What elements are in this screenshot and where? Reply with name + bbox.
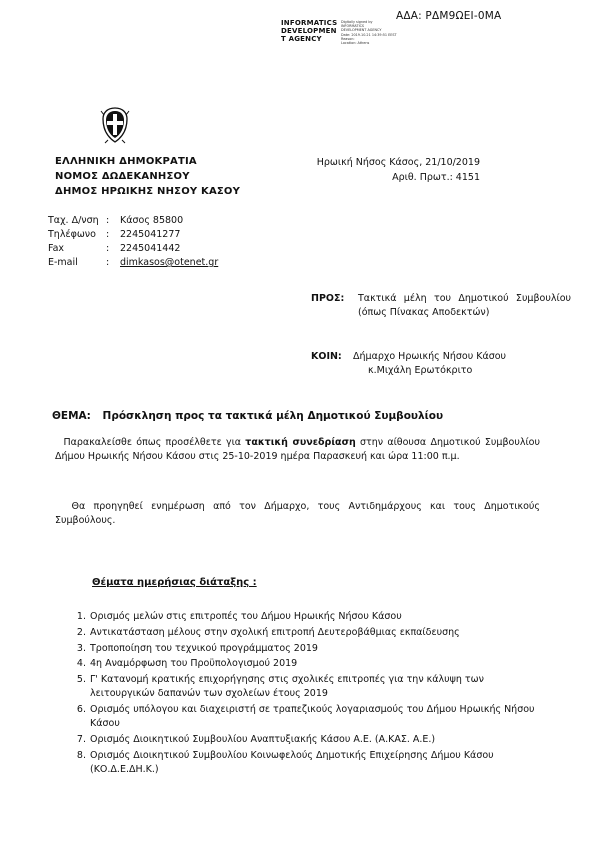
- contact-row: [48, 242, 218, 256]
- stamp-detail: INFORMATICS: [341, 24, 365, 29]
- paragraph-text: στην αίθουσα Δημοτικού Συμβουλίου Δήμου Ηρωικής Νήσου Κάσου στις 25-10-2019 ημέρα Παρασκευή και ώρα 11:00 π.μ.: [55, 437, 540, 462]
- contact-colon: :: [106, 243, 110, 254]
- contact-row: [48, 214, 218, 228]
- agenda-number: 8.: [76, 749, 86, 761]
- stamp-detail: Digitally signed by: [341, 20, 373, 24]
- agenda-number: 7.: [76, 734, 86, 746]
- stamp-detail: Reason:: [341, 36, 355, 41]
- contact-value: 2245041277: [120, 229, 181, 240]
- stamp-line: DEVELOPMEN: [281, 27, 337, 35]
- contact-colon: :: [106, 229, 110, 240]
- issuer-block: [55, 154, 240, 199]
- subject-text: Πρόσκληση προς τα τακτικά μέλη Δημοτικού Συμβουλίου: [102, 410, 444, 422]
- subject-label: ΘΕΜΑ:: [52, 410, 91, 422]
- digital-signature-stamp: [281, 19, 401, 49]
- agenda-text: 4η Αναμόρφωση του Προϋπολογισμού 2019: [90, 658, 298, 670]
- contact-label: Fax: [48, 243, 65, 254]
- cc-line2: κ.Μιχάλη Ερωτόκριτο: [368, 365, 473, 376]
- agenda-item: [66, 657, 546, 671]
- stamp-detail: DEVELOPMENT AGENCY: [341, 28, 382, 33]
- agenda-item: [66, 626, 546, 640]
- agenda-item: [66, 733, 546, 747]
- stamp-detail: Date: 2019.10.21 14:39:51 EEST: [341, 32, 397, 37]
- subject-line: [52, 410, 443, 422]
- agenda-item: [66, 673, 546, 701]
- agenda-number: 6.: [76, 704, 86, 716]
- agenda-item: [66, 642, 546, 656]
- agenda-text: Ορισμός υπόλογου και διαχειριστή σε τραπεζικούς λογαριασμούς του Δήμου Ηρωικής Νήσου Κάσου: [90, 704, 535, 730]
- agenda-text: Αντικατάσταση μέλους στην σχολική επιτροπή Δευτεροβάθμιας εκπαίδευσης: [90, 626, 460, 638]
- meeting-type: τακτική συνεδρίαση: [245, 437, 356, 448]
- invitation-paragraph: [55, 436, 540, 464]
- stamp-title: [281, 19, 339, 43]
- issuer-prefecture: ΝΟΜΟΣ ΔΩΔΕΚΑΝΗΣΟΥ: [55, 171, 190, 182]
- stamp-details: [341, 20, 401, 45]
- agenda-number: 2.: [76, 626, 86, 638]
- stamp-line: INFORMATICS: [281, 19, 338, 27]
- contact-label: E-mail: [48, 257, 78, 268]
- protocol-number: Αριθ. Πρωτ.: 4151: [392, 172, 480, 183]
- agenda-number: 1.: [76, 611, 86, 622]
- agenda-number: 5.: [76, 674, 86, 686]
- place-date-block: [300, 155, 480, 185]
- stamp-line: T AGENCY: [281, 35, 322, 43]
- recipient-label: ΠΡΟΣ:: [311, 293, 345, 304]
- agenda-list: [66, 610, 546, 779]
- contact-colon: :: [106, 257, 110, 268]
- contact-value: 2245041442: [120, 243, 181, 254]
- stamp-detail: Location: Athens: [341, 41, 370, 46]
- paragraph-text: Παρακαλείσθε όπως προσέλθετε για: [63, 437, 242, 448]
- email-link[interactable]: dimkasos@otenet.gr: [120, 257, 219, 268]
- recipient-text: Τακτικά μέλη του Δημοτικού Συμβουλίου (όπως Πίνακας Αποδεκτών): [358, 293, 571, 318]
- contact-row: [48, 228, 218, 242]
- contact-colon: :: [106, 215, 110, 226]
- cc-label: ΚΟΙΝ:: [311, 351, 342, 362]
- agenda-text: Ορισμός Διοικητικού Συμβουλίου Κοινωφελούς Δημοτικής Επιχείρησης Δήμου Κάσου (ΚΟ.Δ.Ε.ΔΗ.Κ.): [90, 749, 494, 776]
- ada-code: ΑΔΑ: ΡΔΜ9ΩΕΙ-0ΜΑ: [396, 10, 502, 22]
- agenda-text: Γ' Κατανομή κρατικής επιχορήγησης στις σχολικές επιτροπές για την κάλυψη των λειτουργικών δαπανών των σχολείων έτους 2019: [90, 674, 484, 700]
- agenda-item: [66, 610, 546, 624]
- agenda-text: Τροποποίηση του τεχνικού προγράμματος 2019: [90, 642, 318, 654]
- paragraph-text: Θα προηγηθεί ενημέρωση από τον Δήμαρχο, τους Αντιδημάρχους και τους Δημοτικούς Συμβούλους.: [55, 501, 540, 526]
- agenda-item: [66, 703, 546, 731]
- issuer-country: ΕΛΛΗΝΙΚΗ ΔΗΜΟΚΡΑΤΙΑ: [55, 156, 197, 167]
- cc-line1: Δήμαρχο Ηρωικής Νήσου Κάσου: [353, 351, 507, 362]
- agenda-text: Ορισμός μελών στις επιτροπές του Δήμου Ηρωικής Νήσου Κάσου: [90, 611, 402, 622]
- contact-row: [48, 256, 218, 270]
- briefing-paragraph: [55, 500, 540, 528]
- contact-label: Τηλέφωνο: [48, 229, 96, 240]
- contact-block: [48, 214, 218, 270]
- issuer-municipality: ΔΗΜΟΣ ΗΡΩΙΚΗΣ ΝΗΣΟΥ ΚΑΣΟΥ: [55, 186, 241, 197]
- contact-value: Κάσος 85800: [120, 215, 184, 226]
- agenda-heading: Θέματα ημερήσιας διάταξης :: [92, 577, 257, 588]
- agenda-item: [66, 749, 546, 777]
- contact-label: Ταχ. Δ/νση: [48, 215, 99, 226]
- agenda-number: 3.: [76, 642, 86, 654]
- agenda-number: 4.: [76, 658, 86, 670]
- place-date: Ηρωική Νήσος Κάσος, 21/10/2019: [316, 157, 480, 168]
- greek-coat-of-arms-icon: [100, 106, 130, 144]
- agenda-text: Ορισμός Διοικητικού Συμβουλίου Αναπτυξιακής Κάσου Α.Ε. (Α.ΚΑΣ. Α.Ε.): [90, 734, 436, 746]
